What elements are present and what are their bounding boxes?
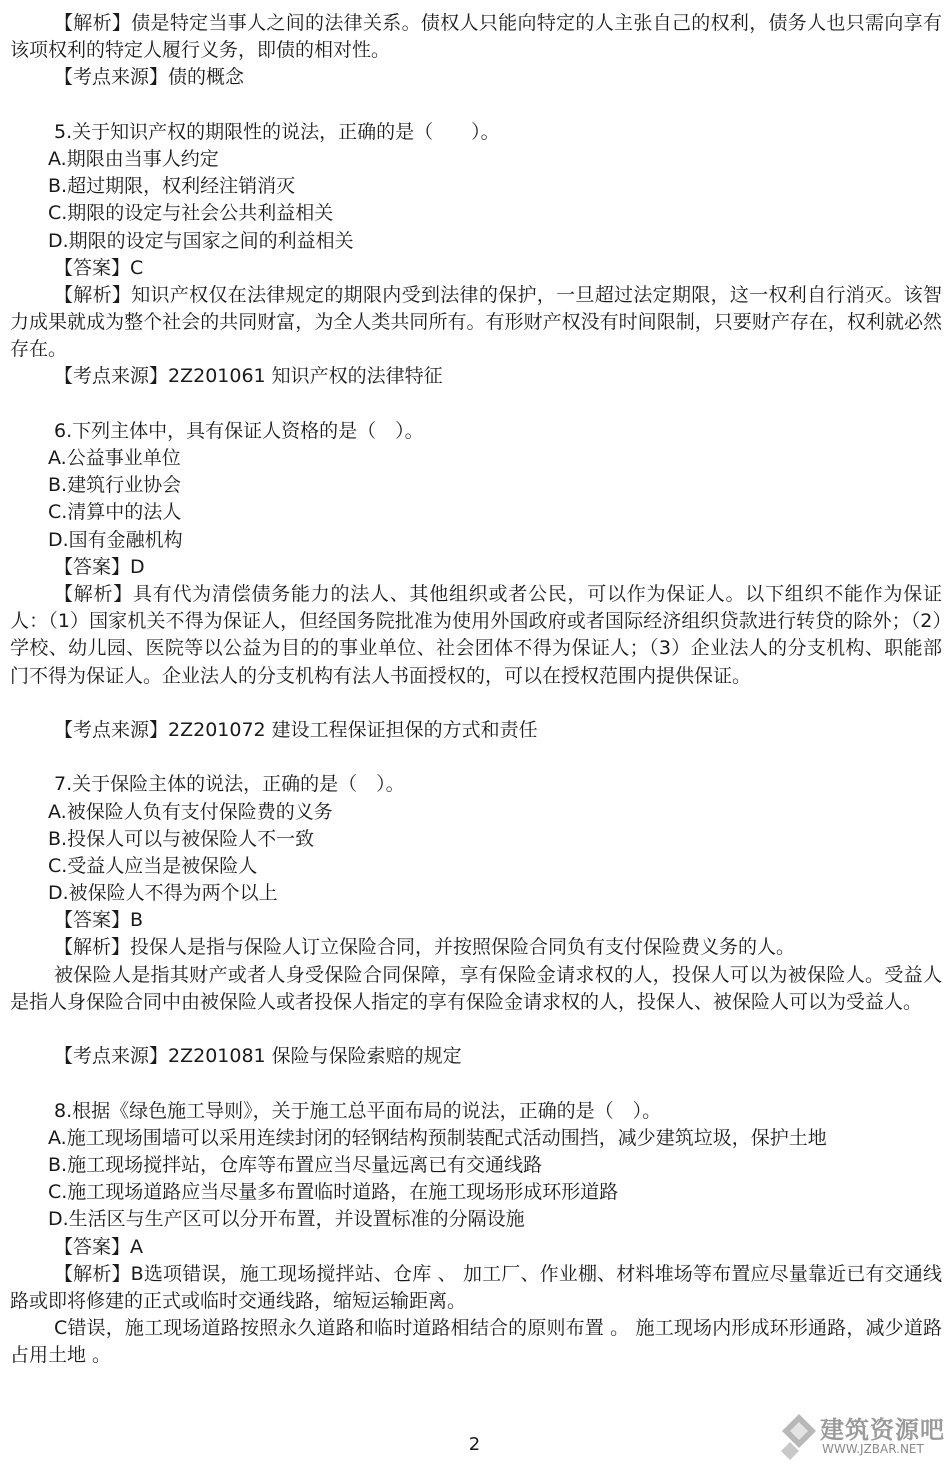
- diamond-logo-icon: [780, 1412, 818, 1460]
- q6-option-a: A.公益事业单位: [48, 447, 181, 470]
- q6-option-d: D.国有金融机构: [48, 528, 183, 551]
- q5-option-d: D.期限的设定与国家之间的利益相关: [48, 229, 354, 252]
- q7-analysis: 【解析】投保人是指与保险人订立保险合同，并按照保险合同负有支付保险费义务的人。: [54, 936, 796, 959]
- q7-analysis-continued: 被保险人是指其财产或者人身受保险合同保障，享有保险金请求权的人，投保人可以为被保险人。受益人是指人身保险合同中由被保险人或者投保人指定的享有保险金请求权的人，投保人、被保险人可以为受益人。: [10, 963, 942, 1013]
- q7-answer: 【答案】B: [54, 909, 144, 932]
- q8-question: 8.根据《绿色施工导则》，关于施工总平面布局的说法，正确的是（ ）。: [54, 1099, 662, 1122]
- q7-option-b: B.投保人可以与被保险人不一致: [48, 827, 315, 850]
- q5-analysis: 【解析】知识产权仅在法律规定的期限内受到法律的保护，一旦超过法定期限，这一权利自行消灭。该智力成果就成为整个社会的共同财富，为全人类共同所有。有形财产权没有时间限制，只要财产存在，权利就必然存在。: [10, 283, 942, 361]
- q7-source: 【考点来源】2Z201081 保险与保险索赔的规定: [54, 1045, 462, 1068]
- q5-option-a: A.期限由当事人约定: [48, 147, 219, 170]
- q7-question: 7.关于保险主体的说法，正确的是（ ）。: [54, 773, 405, 796]
- q6-question: 6.下列主体中，具有保证人资格的是（ ）。: [54, 419, 424, 442]
- q8-analysis: 【解析】B选项错误，施工现场搅拌站、仓库 、 加工厂、作业棚、材料堆场等布置应尽量靠近已有交通线路或即将修建的正式或临时交通线路，缩短运输距离。: [10, 1262, 942, 1312]
- q8-option-b: B.施工现场搅拌站，仓库等布置应当尽量远离已有交通线路: [48, 1154, 543, 1177]
- q5-option-b: B.超过期限，权利经注销消灭: [48, 175, 296, 198]
- spacer: [10, 92, 942, 119]
- q6-source: 【考点来源】2Z201072 建设工程保证担保的方式和责任: [54, 718, 538, 741]
- q4-source: 【考点来源】债的概念: [54, 66, 245, 89]
- q7-option-d: D.被保险人不得为两个以上: [48, 882, 278, 905]
- watermark-url: WWW.JZBAR.NET: [822, 1442, 924, 1456]
- q8-answer: 【答案】A: [54, 1235, 143, 1258]
- q6-analysis: 【解析】具有代为清偿债务能力的法人、其他组织或者公民，可以作为保证人。以下组织不能作为保证人：（1）国家机关不得为保证人，但经国务院批准为使用外国政府或者国际经济组织贷款进行转贷的除外；（2）学校、幼儿园、医院等以公益为目的的事业单位、社会团体不得为保证人；（3）企业法人的分支机构、职能部门不得为保证人。企业法人的分支机构有法人书面授权的，可以在授权范围内提供保证。: [10, 582, 942, 687]
- page-number: 2: [468, 1434, 481, 1455]
- q8-option-c: C.施工现场道路应当尽量多布置临时道路，在施工现场形成环形道路: [48, 1181, 619, 1204]
- q8-analysis-continued: C错误，施工现场道路按照永久道路和临时道路相结合的原则布置 。 施工现场内形成环形通路，减少道路占用土地 。: [10, 1317, 942, 1367]
- q8-option-a: A.施工现场围墙可以采用连续封闭的轻钢结构预制装配式活动围挡，减少建筑垃圾，保护土地: [48, 1126, 827, 1149]
- q4-analysis: 【解析】债是特定当事人之间的法律关系。债权人只能向特定的人主张自己的权利，债务人也只需向享有该项权利的特定人履行义务，即债的相对性。: [10, 12, 942, 62]
- q8-option-d: D.生活区与生产区可以分开布置，并设置标准的分隔设施: [48, 1208, 525, 1231]
- q5-answer: 【答案】C: [54, 256, 144, 279]
- q5-source: 【考点来源】2Z201061 知识产权的法律特征: [54, 365, 443, 388]
- q5-question: 5.关于知识产权的期限性的说法，正确的是（ ）。: [54, 120, 500, 143]
- watermark-text: 建筑资源吧: [820, 1416, 945, 1444]
- q6-option-b: B.建筑行业协会: [48, 474, 182, 497]
- spacer: [10, 391, 942, 418]
- q6-answer: 【答案】D: [54, 555, 145, 578]
- spacer: [10, 744, 942, 771]
- q7-option-a: A.被保险人负有支付保险费的义务: [48, 800, 333, 823]
- q7-option-c: C.受益人应当是被保险人: [48, 854, 258, 877]
- watermark-logo: [780, 1408, 945, 1466]
- q5-option-c: C.期限的设定与社会公共利益相关: [48, 202, 334, 225]
- q6-option-c: C.清算中的法人: [48, 501, 182, 524]
- spacer: [10, 1070, 942, 1097]
- document-body: [10, 10, 942, 1370]
